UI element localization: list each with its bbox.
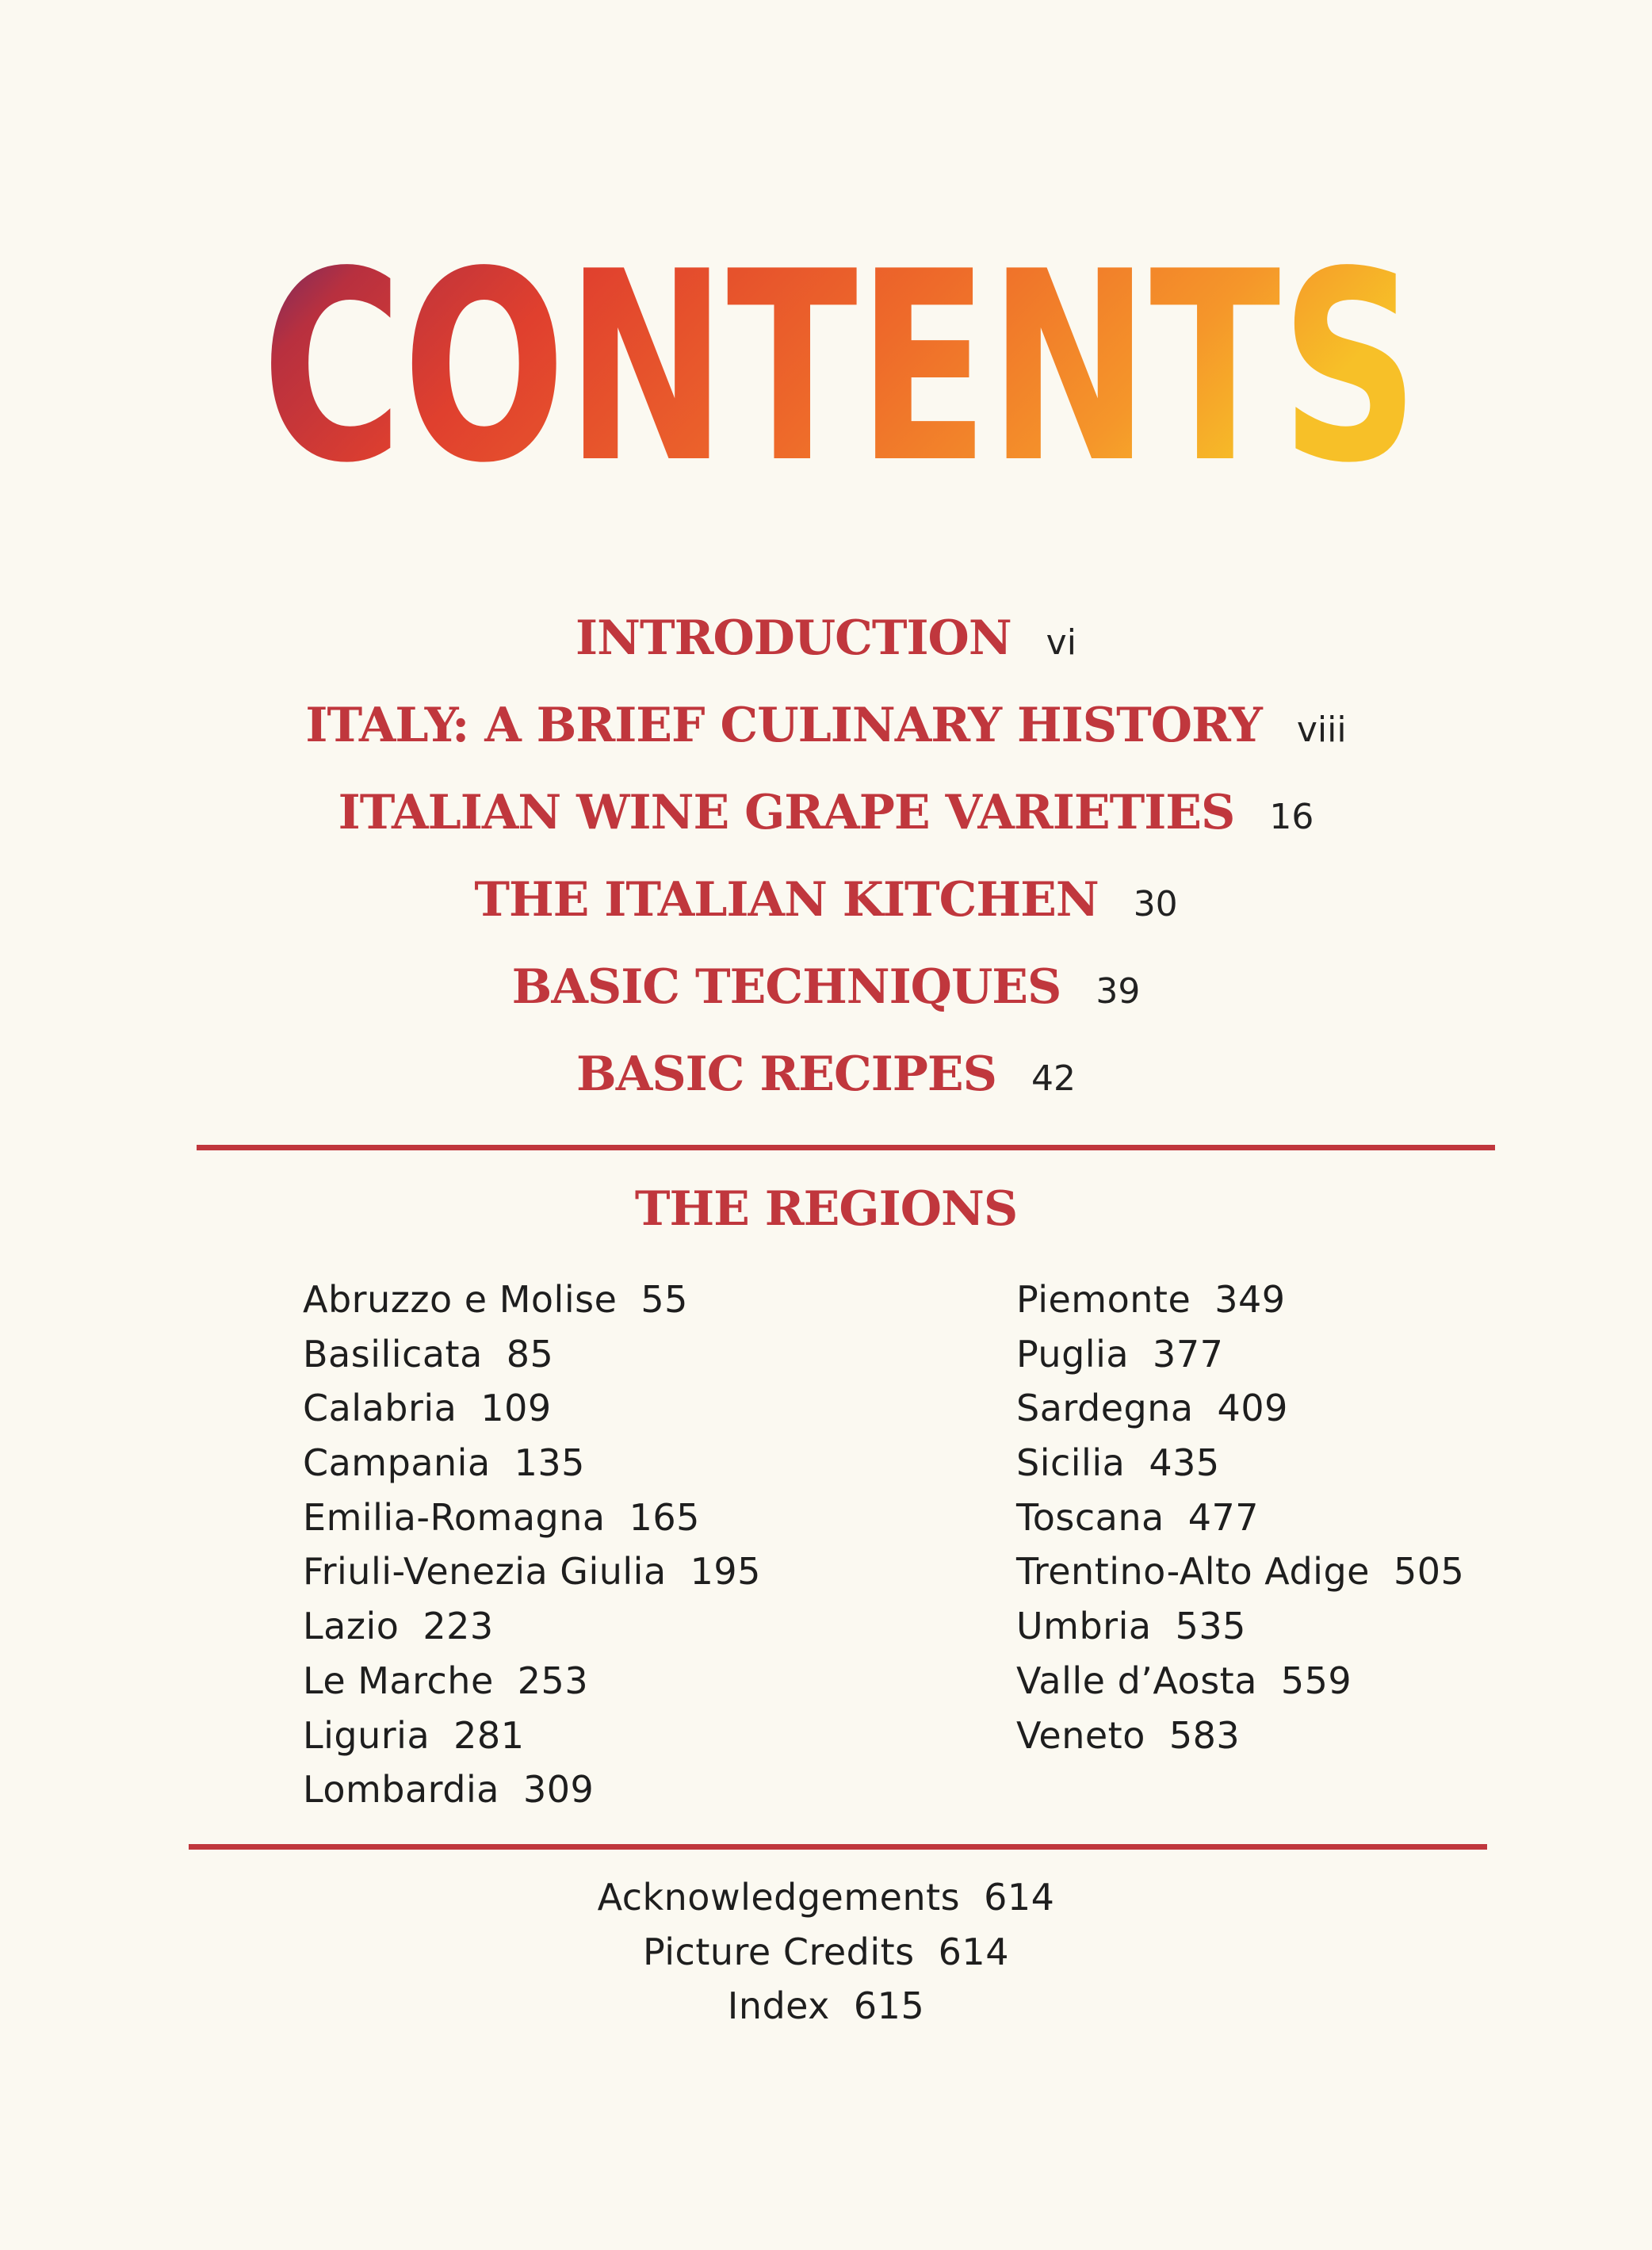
region-page: 377 bbox=[1153, 1332, 1224, 1376]
main-sections-list bbox=[0, 610, 1652, 1134]
region-name: Le Marche bbox=[303, 1659, 494, 1702]
toc-entry-label: ITALIAN WINE GRAPE VARIETIES bbox=[338, 785, 1235, 840]
toc-entry-page: 42 bbox=[1031, 1058, 1076, 1099]
region-page: 85 bbox=[506, 1332, 554, 1376]
region-name: Sardegna bbox=[1016, 1387, 1194, 1430]
regions-left-column bbox=[303, 1278, 761, 1823]
back-matter-page: 614 bbox=[984, 1876, 1055, 1919]
region-name: Basilicata bbox=[303, 1332, 483, 1376]
toc-entry[interactable] bbox=[0, 872, 1652, 959]
region-entry[interactable] bbox=[1016, 1550, 1464, 1605]
region-entry[interactable] bbox=[1016, 1659, 1464, 1714]
toc-entry[interactable] bbox=[0, 1047, 1652, 1134]
toc-entry-page: 30 bbox=[1133, 884, 1178, 924]
toc-entry-label: ITALY: A BRIEF CULINARY HISTORY bbox=[305, 698, 1262, 753]
region-name: Emilia-Romagna bbox=[303, 1495, 606, 1539]
toc-entry-page: vi bbox=[1046, 622, 1076, 663]
back-matter-label: Acknowledgements bbox=[597, 1876, 961, 1919]
region-name: Lombardia bbox=[303, 1768, 499, 1812]
region-page: 281 bbox=[453, 1713, 525, 1757]
regions-heading: THE REGIONS bbox=[634, 1181, 1018, 1237]
region-page: 223 bbox=[423, 1605, 494, 1648]
region-name: Campania bbox=[303, 1441, 491, 1485]
region-entry[interactable] bbox=[1016, 1278, 1464, 1333]
region-page: 535 bbox=[1175, 1605, 1246, 1648]
region-page: 309 bbox=[522, 1768, 595, 1812]
region-page: 409 bbox=[1217, 1387, 1288, 1430]
region-page: 477 bbox=[1187, 1495, 1260, 1539]
region-page: 435 bbox=[1149, 1441, 1220, 1485]
region-entry[interactable] bbox=[1016, 1441, 1464, 1496]
toc-entry-label: INTRODUCTION bbox=[576, 610, 1011, 666]
region-name: Piemonte bbox=[1016, 1278, 1191, 1321]
region-name: Umbria bbox=[1016, 1605, 1152, 1648]
region-name: Friuli-Venezia Giulia bbox=[303, 1550, 667, 1594]
back-matter-entry[interactable] bbox=[0, 1876, 1652, 1930]
title-graphic bbox=[254, 238, 1427, 476]
back-matter-list bbox=[0, 1876, 1652, 2039]
toc-entry-page: viii bbox=[1296, 710, 1347, 750]
region-page: 135 bbox=[514, 1441, 585, 1485]
toc-entry[interactable] bbox=[0, 785, 1652, 872]
toc-entry-page: 16 bbox=[1269, 797, 1314, 837]
region-name: Lazio bbox=[303, 1605, 400, 1648]
region-name: Puglia bbox=[1016, 1332, 1130, 1376]
toc-entry-label: THE ITALIAN KITCHEN bbox=[474, 872, 1099, 928]
back-matter-entry[interactable] bbox=[0, 1930, 1652, 1985]
region-entry[interactable] bbox=[303, 1441, 761, 1496]
toc-entry[interactable] bbox=[0, 698, 1652, 785]
region-entry[interactable] bbox=[1016, 1496, 1464, 1551]
regions-right-column bbox=[1016, 1278, 1464, 1768]
region-name: Liguria bbox=[303, 1713, 430, 1757]
region-page: 253 bbox=[517, 1659, 589, 1702]
region-name: Trentino-Alto Adige bbox=[1016, 1550, 1370, 1594]
region-entry[interactable] bbox=[1016, 1605, 1464, 1659]
toc-entry-label: BASIC TECHNIQUES bbox=[511, 959, 1061, 1015]
back-matter-entry[interactable] bbox=[0, 1984, 1652, 2039]
region-entry[interactable] bbox=[303, 1496, 761, 1551]
toc-entry-page: 39 bbox=[1096, 971, 1141, 1012]
back-matter-page: 614 bbox=[938, 1930, 1009, 1973]
region-entry[interactable] bbox=[303, 1278, 761, 1333]
region-page: 559 bbox=[1280, 1659, 1352, 1702]
back-matter-label: Index bbox=[727, 1984, 830, 2028]
region-entry[interactable] bbox=[1016, 1714, 1464, 1769]
toc-entry[interactable] bbox=[0, 959, 1652, 1047]
divider-top bbox=[197, 1145, 1495, 1150]
region-name: Veneto bbox=[1016, 1713, 1145, 1757]
toc-entry-label: BASIC RECIPES bbox=[576, 1047, 996, 1102]
toc-entry[interactable] bbox=[0, 610, 1652, 698]
region-entry[interactable] bbox=[1016, 1387, 1464, 1441]
region-entry[interactable] bbox=[303, 1387, 761, 1441]
page-title bbox=[254, 238, 1427, 476]
region-page: 583 bbox=[1168, 1713, 1241, 1757]
title-text: CONTENTS bbox=[262, 238, 1419, 476]
region-entry[interactable] bbox=[1016, 1333, 1464, 1387]
region-entry[interactable] bbox=[303, 1550, 761, 1605]
region-entry[interactable] bbox=[303, 1659, 761, 1714]
region-name: Valle d’Aosta bbox=[1016, 1659, 1257, 1702]
region-page: 505 bbox=[1393, 1550, 1465, 1594]
region-name: Sicilia bbox=[1016, 1441, 1126, 1485]
divider-bottom bbox=[189, 1844, 1487, 1850]
region-name: Toscana bbox=[1016, 1495, 1164, 1539]
region-page: 349 bbox=[1214, 1278, 1286, 1321]
region-entry[interactable] bbox=[303, 1333, 761, 1387]
region-name: Abruzzo e Molise bbox=[303, 1278, 618, 1321]
region-entry[interactable] bbox=[303, 1714, 761, 1769]
region-page: 55 bbox=[641, 1278, 688, 1321]
back-matter-label: Picture Credits bbox=[643, 1930, 915, 1973]
region-page: 109 bbox=[480, 1387, 552, 1430]
back-matter-page: 615 bbox=[853, 1984, 925, 2028]
region-name: Calabria bbox=[303, 1387, 457, 1430]
region-entry[interactable] bbox=[303, 1768, 761, 1823]
region-page: 195 bbox=[690, 1550, 761, 1594]
region-entry[interactable] bbox=[303, 1605, 761, 1659]
region-page: 165 bbox=[629, 1495, 700, 1539]
